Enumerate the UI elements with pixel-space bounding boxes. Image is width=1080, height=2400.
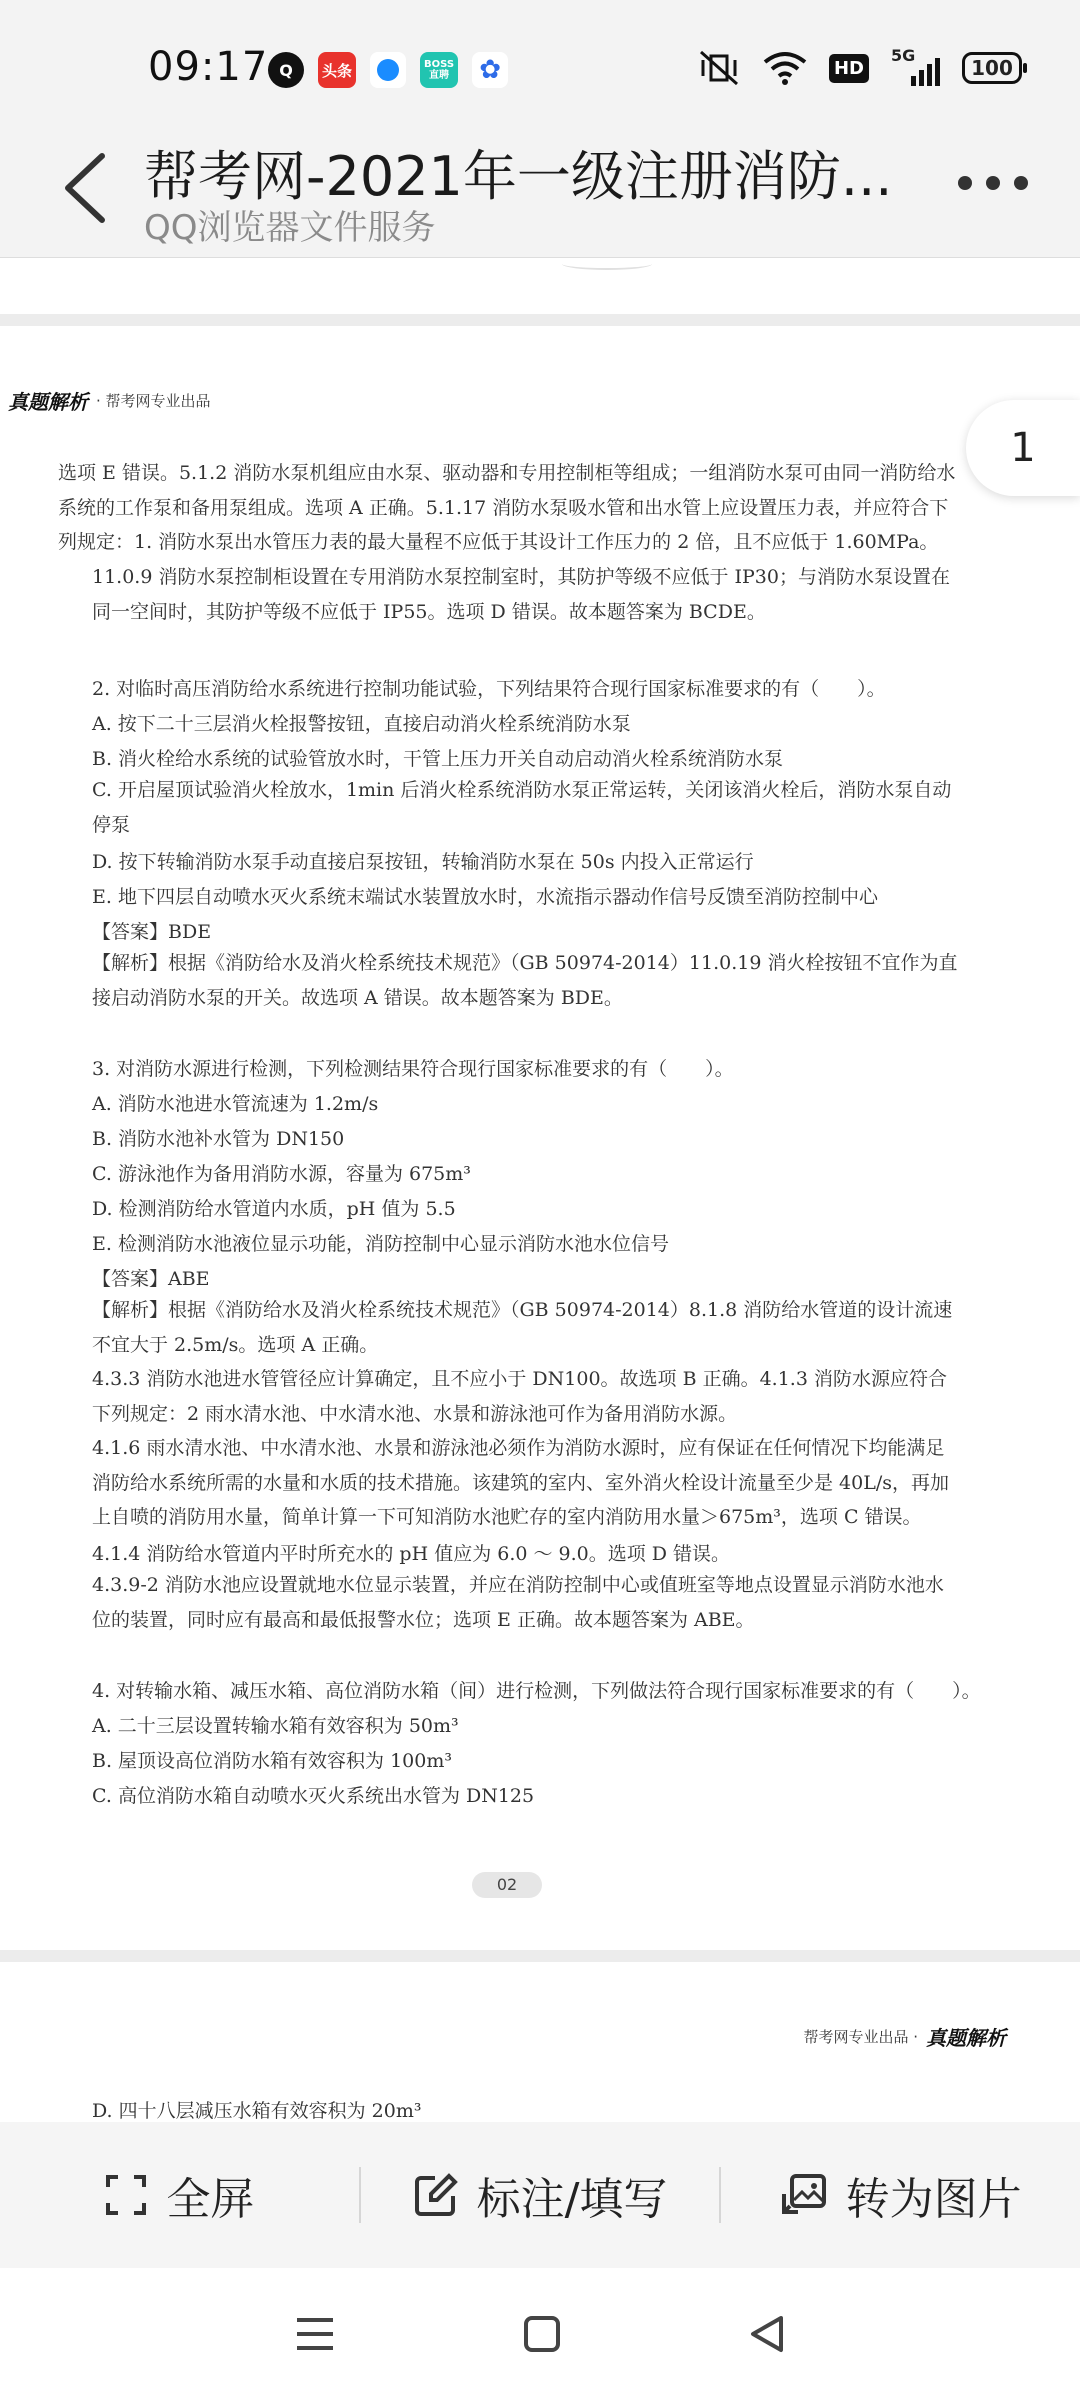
signal-icon: 5G <box>891 50 940 86</box>
option-a: A. 二十三层设置转输水箱有效容积为 50m³ <box>92 1715 459 1737</box>
browser-app-icon <box>370 52 406 88</box>
explanation: 【解析】根据《消防给水及消火栓系统技术规范》（GB 50974-2014）11.0.19 消火栓按钮不宜作为直接启动消防水泵的开关。故选项 A 错误。故本题答案为 BDE。 <box>92 952 958 1009</box>
baidu-app-icon: ✿ <box>472 52 508 88</box>
option-d: D. 四十八层减压水箱有效容积为 20m³ <box>92 2100 422 2122</box>
page-subtitle: QQ浏览器文件服务 <box>144 208 436 248</box>
brand-title: 真题解析 <box>926 2026 1006 2050</box>
menu-icon[interactable] <box>291 2314 339 2354</box>
document-viewer[interactable] <box>0 258 1080 2122</box>
option-e: E. 地下四层自动喷水灭火系统末端试水装置放水时，水流指示器动作信号反馈至消防控制中心 <box>92 886 878 908</box>
back-triangle-icon[interactable] <box>745 2312 789 2356</box>
mute-vibrate-icon <box>697 50 741 86</box>
brand-title: 真题解析 <box>8 390 88 414</box>
page-separator <box>0 314 1080 326</box>
option-e: E. 检测消防水池液位显示功能，消防控制中心显示消防水池水位信号 <box>92 1233 669 1255</box>
option-d: D. 按下转输消防水泵手动直接启泵按钮，转输消防水泵在 50s 内投入正常运行 <box>92 851 754 873</box>
page-number: 02 <box>472 1872 542 1898</box>
wifi-icon <box>763 50 807 86</box>
status-bar <box>0 0 1080 140</box>
question-4: 4. 对转输水箱、减压水箱、高位消防水箱（间）进行检测，下列做法符合现行国家标准要求的有（ ）。 <box>92 1680 981 1702</box>
convert-to-image-button[interactable] <box>721 2163 1080 2227</box>
explanation-para: 4.1.6 雨水清水池、中水清水池、水景和游泳池必须作为消防水源时，应有保证在任何情况下均能满足消防给水系统所需的水量和水质的技术措施。该建筑的室内、室外消火栓设计流量至少是 40L/s，再加上自喷的消防用水量，简单计算一下可知消防水池贮存的室内消防用水量＞675m³，选项 C 错误。 <box>92 1437 949 1528</box>
fullscreen-button[interactable] <box>0 2163 359 2227</box>
answer: 【答案】BDE <box>92 921 212 943</box>
brand-subtitle: · 帮考网专业出品 <box>96 392 211 410</box>
hd-icon: HD <box>829 54 869 83</box>
edit-icon <box>413 2172 459 2218</box>
back-arrow-icon[interactable] <box>56 148 116 228</box>
option-a: A. 按下二十三层消火栓报警按钮，直接启动消火栓系统消防水泵 <box>92 713 631 735</box>
annotate-label: 标注/填写 <box>476 2174 668 2225</box>
qq-app-icon: Q <box>268 52 304 88</box>
page-header-brand <box>803 2022 1006 2051</box>
more-dot-icon <box>986 176 1000 190</box>
fullscreen-label: 全屏 <box>166 2174 255 2225</box>
to-image-label: 转为图片 <box>845 2174 1022 2225</box>
option-c: C. 开启屋顶试验消火栓放水，1min 后消火栓系统消防水泵正常运转，关闭该消火栓后，消防水泵自动停泵 <box>92 779 952 836</box>
option-b: B. 消防水池补水管为 DN150 <box>92 1128 345 1150</box>
boss-app-icon: BOSS 直聘 <box>420 52 458 88</box>
page-title: 帮考网-2021年一级注册消防... <box>144 145 893 208</box>
battery-icon: 100 <box>962 52 1022 84</box>
option-b: B. 消火栓给水系统的试验管放水时，干管上压力开关自动启动消火栓系统消防水泵 <box>92 748 784 770</box>
home-icon[interactable] <box>520 2312 564 2356</box>
page-separator <box>0 1950 1080 1962</box>
option-d: D. 检测消防给水管道内水质，pH 值为 5.5 <box>92 1198 456 1220</box>
question-3: 3. 对消防水源进行检测，下列检测结果符合现行国家标准要求的有（ ）。 <box>92 1058 734 1080</box>
more-dot-icon <box>1014 176 1028 190</box>
explanation-para: 4.1.4 消防给水管道内平时所充水的 pH 值应为 6.0 ～ 9.0。选项 D 错误。 <box>92 1543 731 1565</box>
paragraph: 11.0.9 消防水泵控制柜设置在专用消防水泵控制室时，其防护等级不应低于 IP30；与消防水泵设置在同一空间时，其防护等级不应低于 IP55。选项 D 错误。故本题答案为 BCDE。 <box>92 566 950 623</box>
system-nav-bar <box>0 2268 1080 2400</box>
bottom-toolbar <box>0 2122 1080 2268</box>
status-time: 09:17 <box>148 44 269 90</box>
explanation-para: 4.3.9-2 消防水池应设置就地水位显示装置，并应在消防控制中心或值班室等地点设置显示消防水池水位的装置，同时应有最高和最低报警水位；选项 E 正确。故本题答案为 ABE。 <box>92 1574 944 1631</box>
image-convert-icon <box>780 2172 828 2218</box>
annotate-button[interactable] <box>361 2163 720 2227</box>
more-options-button[interactable] <box>958 176 1028 196</box>
option-b: B. 屋顶设高位消防水箱有效容积为 100m³ <box>92 1750 452 1772</box>
option-c: C. 高位消防水箱自动喷水灭火系统出水管为 DN125 <box>92 1785 535 1807</box>
explanation-para: 4.3.3 消防水池进水管管径应计算确定，且不应小于 DN100。故选项 B 正确。4.1.3 消防水源应符合下列规定：2 雨水清水池、中水清水池、水景和游泳池可作为备用消防水源。 <box>92 1368 947 1425</box>
paragraph: 选项 E 错误。5.1.2 消防水泵机组应由水泵、驱动器和专用控制柜等组成；一组消防水泵可由同一消防给水系统的工作泵和备用泵组成。选项 A 正确。5.1.17 消防水泵吸水管和出水管上应设置压力表，并应符合下列规定：1. 消防水泵出水管压力表的最大量程不应低于其设计工作压力的 2 倍，且不应低于 1.60MPa。 <box>58 462 956 553</box>
question-2: 2. 对临时高压消防给水系统进行控制功能试验，下列结果符合现行国家标准要求的有（ ）。 <box>92 678 886 700</box>
notification-icons <box>268 52 508 88</box>
option-a: A. 消防水池进水管流速为 1.2m/s <box>92 1093 379 1115</box>
page-indicator[interactable]: 1 <box>966 400 1080 496</box>
fullscreen-icon <box>104 2173 148 2217</box>
explanation: 【解析】根据《消防给水及消火栓系统技术规范》（GB 50974-2014）8.1.8 消防给水管道的设计流速不宜大于 2.5m/s。选项 A 正确。 <box>92 1299 953 1356</box>
toutiao-app-icon: 头条 <box>318 52 356 88</box>
page-header-brand <box>8 386 211 415</box>
brand-subtitle: 帮考网专业出品 · <box>803 2028 918 2046</box>
answer: 【答案】ABE <box>92 1268 210 1290</box>
more-dot-icon <box>958 176 972 190</box>
option-c: C. 游泳池作为备用消防水源，容量为 675m³ <box>92 1163 471 1185</box>
system-status <box>697 46 1022 86</box>
page-badge <box>562 258 652 270</box>
